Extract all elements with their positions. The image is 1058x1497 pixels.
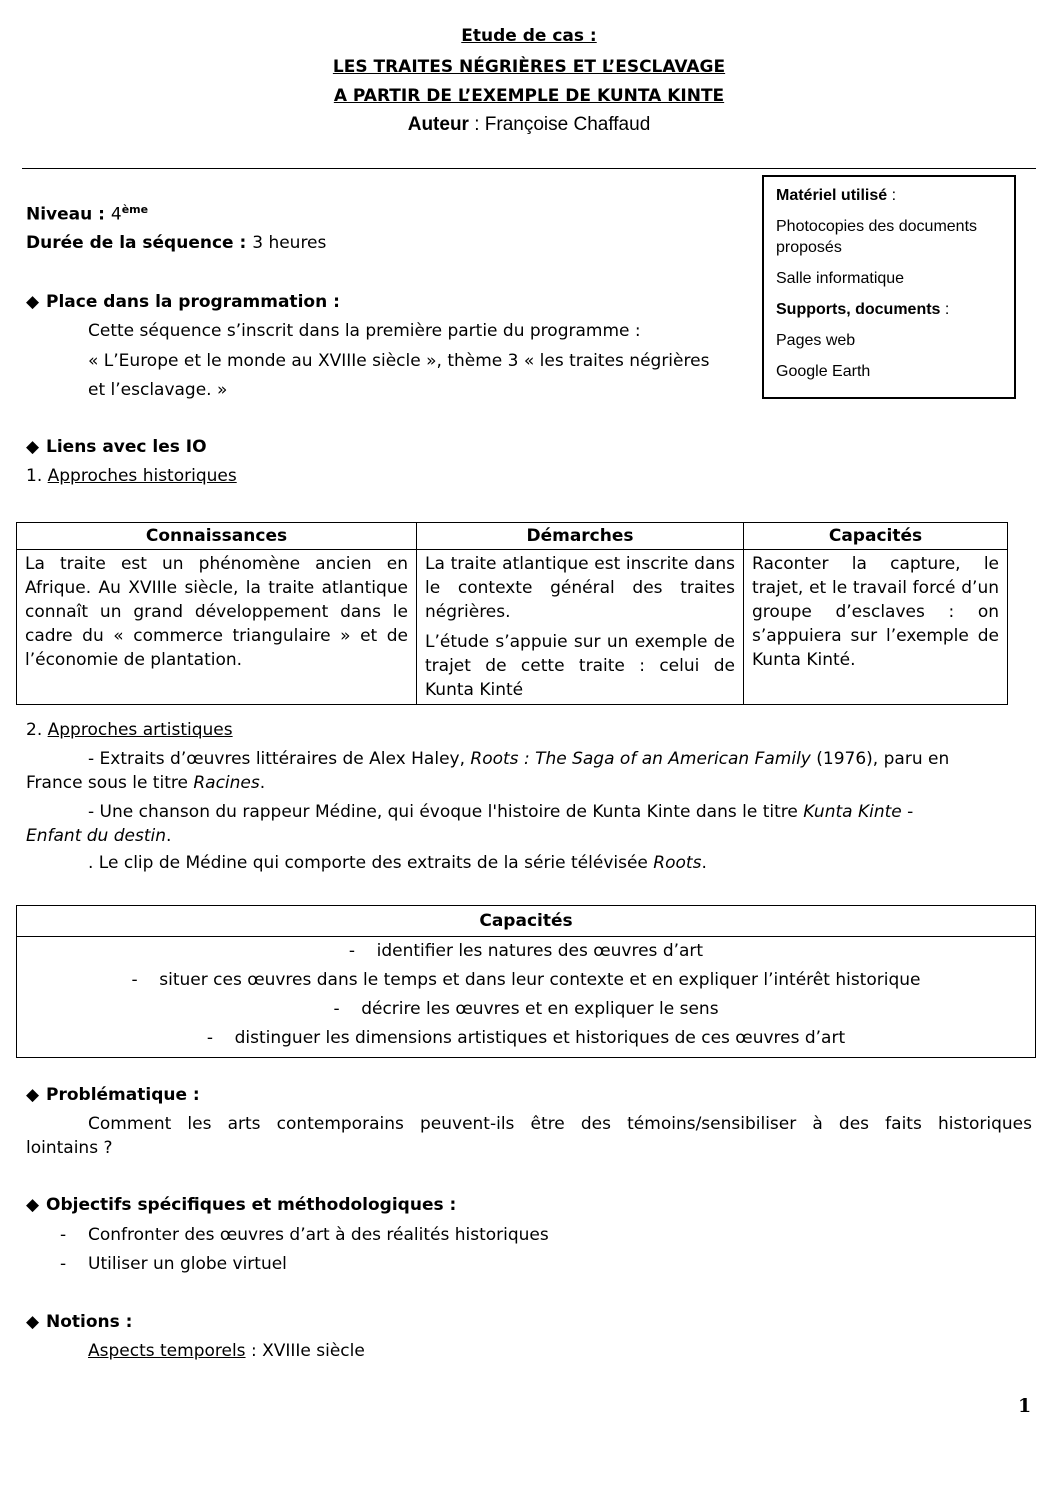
art-line	[26, 826, 171, 846]
notions-label: Aspects temporels	[88, 1341, 246, 1361]
art1-title: Roots : The Saga of an American Family	[470, 749, 811, 769]
capacites-item-text: décrire les œuvres et en expliquer le sens	[361, 999, 719, 1019]
io-table-header: Connaissances	[17, 523, 417, 550]
sub2-num: 2.	[26, 720, 48, 740]
art2-post: -	[901, 802, 914, 822]
problematique-text: Comment les arts contemporains peuvent-ils être des témoins/sensibiliser à des faits historiques	[88, 1114, 1032, 1134]
duree-label: Durée de la séquence :	[26, 233, 253, 253]
liens-heading-text: Liens avec les IO	[46, 437, 207, 457]
author-label: Auteur	[407, 114, 469, 135]
dash-bullet: -	[333, 999, 362, 1019]
header-divider	[22, 168, 1036, 169]
problematique-heading	[26, 1085, 200, 1105]
art1-line2-title: Racines	[193, 773, 260, 793]
notions-value: : XVIIIe siècle	[245, 1341, 365, 1361]
duree-value: 3 heures	[252, 233, 327, 253]
place-heading	[26, 292, 340, 312]
objectif-item	[60, 1254, 287, 1274]
place-line: Cette séquence s’inscrit dans la première partie du programme :	[88, 321, 641, 341]
supports-item: Pages web	[776, 332, 856, 349]
problematique-text2: lointains ?	[26, 1138, 113, 1158]
dash-bullet: -	[348, 941, 377, 961]
notions-heading	[26, 1312, 132, 1332]
notions-line	[88, 1341, 365, 1361]
doc-title-line3: A PARTIR DE L’EXEMPLE DE KUNTA KINTE	[333, 86, 725, 106]
art-line	[88, 853, 707, 873]
sub2-heading	[26, 720, 233, 740]
io-table-row	[17, 550, 1008, 705]
diamond-bullet-icon: ◆	[26, 1312, 40, 1332]
materiel-title	[776, 185, 1002, 206]
demarches-para: La traite atlantique est inscrite dans le contexte général des traites négrières.	[425, 554, 735, 622]
io-cell-capacites: Raconter la capture, le trajet, et le travail forcé d’un groupe d’esclaves : on s’appuiera sur l’exemple de Kunta Kinté.	[744, 550, 1008, 705]
capacites-item-text: distinguer les dimensions artistiques et historiques de ces œuvres d’art	[234, 1028, 846, 1048]
materiel-box	[762, 175, 1016, 399]
io-table-header-row	[17, 523, 1008, 550]
supports-title-label: Supports, documents	[776, 301, 941, 318]
sub1-heading	[26, 466, 237, 486]
liens-heading	[26, 437, 207, 457]
objectif-item-text: Confronter des œuvres d’art à des réalités historiques	[88, 1225, 549, 1245]
capacites-item-text: situer ces œuvres dans le temps et dans leur contexte et en expliquer l’intérêt historique	[159, 970, 921, 990]
author-line	[0, 114, 1058, 136]
capacites-body-row	[17, 937, 1036, 1058]
io-cell-connaissances: La traite est un phénomène ancien en Afrique. Au XVIIIe siècle, la traite atlantique connaît un grand développement dans le cadre du « commerce triangulaire » et de l’économie de plantation.	[17, 550, 417, 705]
io-cell-demarches	[417, 550, 744, 705]
duree-line	[26, 233, 326, 253]
capacites-item	[21, 995, 1031, 1024]
capacites-item	[21, 1024, 1031, 1053]
art3-title: Roots	[653, 853, 702, 873]
materiel-title-suffix: :	[887, 187, 897, 204]
supports-title-suffix: :	[940, 301, 950, 318]
art1-pre: - Extraits d’œuvres littéraires de Alex Haley,	[88, 749, 471, 769]
page-number: 1	[1018, 1395, 1032, 1417]
capacites-table	[16, 905, 1036, 1058]
art2-pre: - Une chanson du rappeur Médine, qui évoque l'histoire de Kunta Kinte dans le titre	[88, 802, 804, 822]
io-table-header: Démarches	[417, 523, 744, 550]
art1-post: (1976), paru en	[810, 749, 950, 769]
diamond-bullet-icon: ◆	[26, 292, 40, 312]
niveau-line	[26, 203, 148, 225]
art2-title: Kunta Kinte	[803, 802, 902, 822]
dash-bullet: -	[60, 1225, 67, 1245]
doc-title-line2: LES TRAITES NÉGRIÈRES ET L’ESCLAVAGE	[332, 57, 726, 77]
objectif-item	[60, 1225, 549, 1245]
capacites-item	[21, 966, 1031, 995]
diamond-bullet-icon: ◆	[26, 1085, 40, 1105]
sub1-num: 1.	[26, 466, 48, 486]
objectifs-heading-text: Objectifs spécifiques et méthodologiques :	[46, 1195, 457, 1215]
demarches-para: L’étude s’appuie sur un exemple de trajet de cette traite : celui de Kunta Kinté	[425, 632, 735, 700]
diamond-bullet-icon: ◆	[26, 1195, 40, 1215]
supports-title	[776, 299, 1002, 320]
niveau-value: 4	[110, 204, 122, 225]
author-name: : Françoise Chaffaud	[468, 114, 651, 135]
diamond-bullet-icon: ◆	[26, 437, 40, 457]
objectifs-heading	[26, 1195, 456, 1215]
art1-line2-post: .	[259, 773, 266, 793]
art3-post: .	[701, 853, 707, 873]
capacites-header-row	[17, 906, 1036, 937]
supports-item: Google Earth	[776, 363, 871, 380]
art-line	[88, 749, 949, 769]
dash-bullet: -	[206, 1028, 235, 1048]
sub1-text: Approches historiques	[47, 466, 237, 486]
dash-bullet: -	[60, 1254, 67, 1274]
materiel-item: Photocopies des documents proposés	[776, 218, 978, 256]
capacites-list	[17, 937, 1036, 1058]
problematique-heading-text: Problématique :	[46, 1085, 200, 1105]
place-heading-text: Place dans la programmation :	[46, 292, 340, 312]
objectif-item-text: Utiliser un globe virtuel	[88, 1254, 287, 1274]
sub2-text: Approches artistiques	[47, 720, 233, 740]
io-table-header: Capacités	[744, 523, 1008, 550]
notions-heading-text: Notions :	[46, 1312, 133, 1332]
materiel-item: Salle informatique	[776, 270, 905, 287]
niveau-sup: ème	[121, 203, 149, 216]
capacites-item-text: identifier les natures des œuvres d’art	[376, 941, 704, 961]
doc-title-line1: Etude de cas :	[461, 26, 597, 46]
art1-line2-pre: France sous le titre	[26, 773, 194, 793]
art-line	[88, 802, 913, 822]
art-line	[26, 773, 265, 793]
place-line: « L’Europe et le monde au XVIIIe siècle », thème 3 « les traites négrières	[88, 351, 710, 371]
io-table	[16, 522, 1008, 705]
art3-pre: . Le clip de Médine qui comporte des extraits de la série télévisée	[88, 853, 654, 873]
niveau-label: Niveau :	[26, 204, 111, 225]
capacites-item	[21, 937, 1031, 966]
art2-line2-post: .	[166, 826, 172, 846]
materiel-title-label: Matériel utilisé	[776, 187, 888, 204]
capacites-header: Capacités	[17, 906, 1036, 937]
place-line: et l’esclavage. »	[88, 380, 228, 400]
dash-bullet: -	[131, 970, 160, 990]
art2-line2-title: Enfant du destin	[26, 826, 167, 846]
